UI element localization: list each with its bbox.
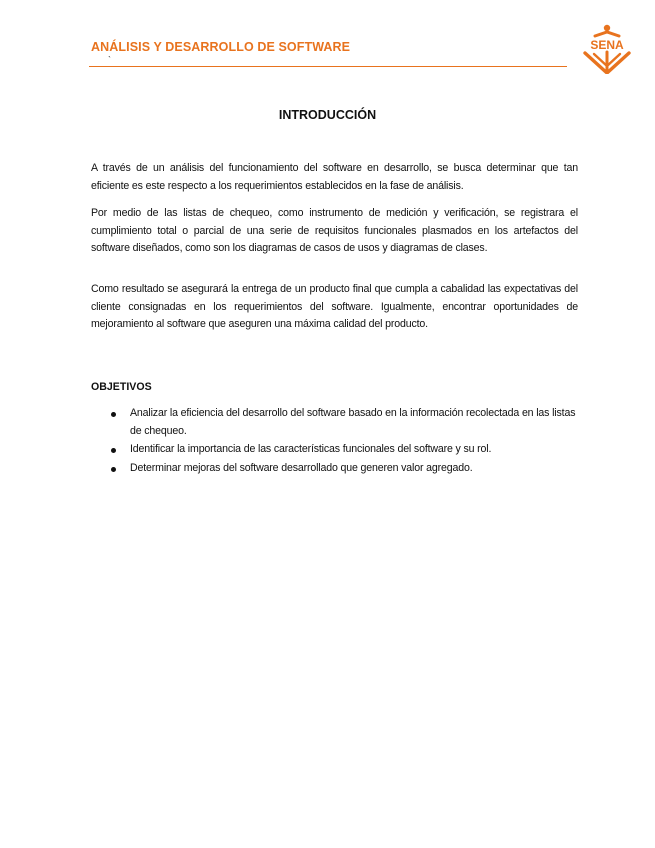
sena-logo-icon	[581, 24, 633, 74]
list-item	[91, 441, 578, 459]
header-tick-mark: `	[108, 55, 111, 65]
bullet-icon	[111, 412, 116, 417]
objectives-heading: OBJETIVOS	[91, 381, 152, 393]
page-title: INTRODUCCIÓN	[278, 108, 377, 122]
intro-paragraph-2: Por medio de las listas de chequeo, como instrumento de medición y verificación, se registrara el cumplimiento total o parcial de una serie de requisitos funcionales plasmados en los artefactos del software diseñados, como son los diagramas de casos de usos y diagramas de clases.	[91, 207, 578, 254]
objective-text: Analizar la eficiencia del desarrollo del software basado en la información recolectada en las listas de chequeo.	[130, 407, 576, 437]
objectives-list	[91, 405, 578, 478]
list-item	[91, 405, 578, 440]
logo-wordmark: SENA	[590, 38, 624, 52]
header-title: ANÁLISIS Y DESARROLLO DE SOFTWARE	[91, 40, 351, 54]
intro-paragraph-3: Como resultado se asegurará la entrega de un producto final que cumpla a cabalidad las expectativas del cliente consignadas en los requerimientos del software. Igualmente, encontrar oportunidades de mejoramiento al software que aseguren una máxima calidad del producto.	[91, 283, 578, 330]
list-item	[91, 460, 578, 478]
logo-arc	[595, 32, 619, 36]
intro-paragraph-1: A través de un análisis del funcionamiento del software en desarrollo, se busca determinar que tan eficiente es este respecto a los requerimientos establecidos en la fase de análisis.	[91, 162, 578, 192]
objective-text: Identificar la importancia de las características funcionales del software y su rol.	[130, 443, 492, 455]
logo-head	[604, 25, 610, 31]
bullet-icon	[111, 467, 116, 472]
header-divider	[89, 66, 567, 67]
objective-text: Determinar mejoras del software desarrollado que generen valor agregado.	[130, 461, 473, 474]
bullet-icon	[111, 448, 116, 453]
